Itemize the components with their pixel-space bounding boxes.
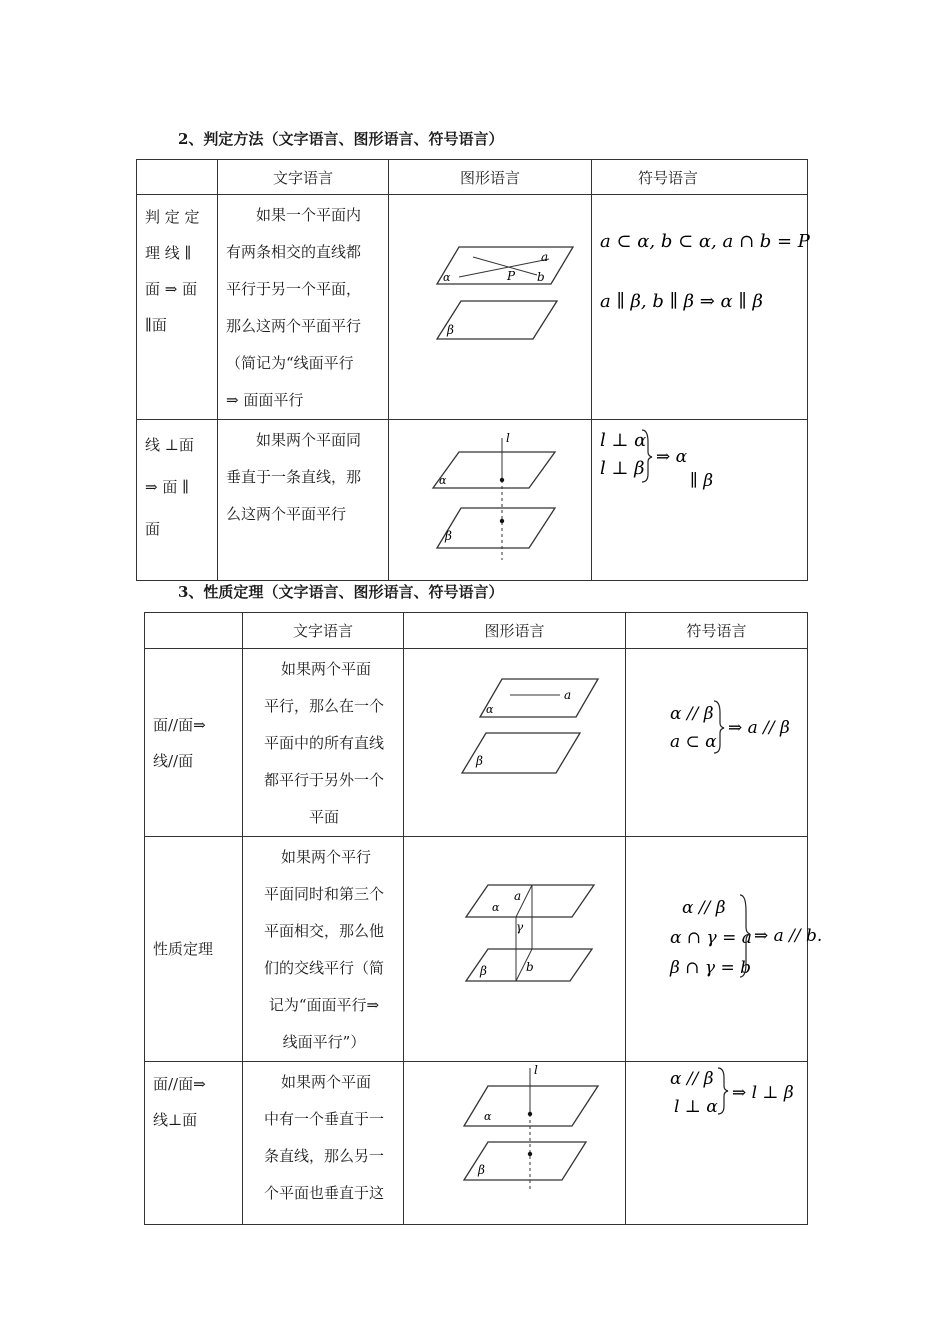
section2-heading: 2、判定方法（文字语言、图形语言、符号语言）: [178, 130, 504, 148]
label-b: b: [537, 270, 545, 284]
planes-diagram: [389, 420, 592, 580]
planes-diagram: [404, 1062, 626, 1224]
svg-text:⇒ α: ⇒ α: [656, 447, 688, 467]
label-alpha: α: [492, 901, 500, 914]
label-b: b: [526, 960, 534, 974]
header-text-language: 文字语言: [243, 613, 404, 649]
symbol-cell: [592, 420, 808, 581]
row-label-plane-perpendicular: 面//面⇒ 线⊥面: [145, 1062, 243, 1225]
svg-text:⇒ a // β: ⇒ a // β: [728, 718, 790, 738]
label-alpha: α: [443, 271, 451, 284]
label-l: l: [506, 431, 510, 445]
symbol-formula: [626, 649, 808, 833]
svg-text:α // β: α // β: [670, 704, 714, 724]
label-beta: β: [476, 754, 483, 768]
header-symbol-language: 符号语言: [592, 160, 808, 195]
label-gamma: γ: [516, 920, 524, 934]
svg-text:β ∩ γ = b: β ∩ γ = b: [670, 958, 751, 978]
label-alpha: α: [484, 1110, 492, 1123]
svg-text:a ⊂ α, b ⊂ α, a ∩ b = P: a ⊂ α, b ⊂ α, a ∩ b = P: [600, 231, 810, 252]
row-description: 如果两个平面同 垂直于一条直线，那 么这两个平面平行: [218, 420, 389, 581]
row-label-plane-to-line: 面//面⇒ 线//面: [145, 649, 243, 837]
label-beta: β: [445, 529, 452, 543]
row-description: 如果两个平面 中有一个垂直于一 条直线，那么另一 个平面也垂直于这: [243, 1062, 404, 1225]
label-a: a: [541, 250, 549, 264]
planes-diagram: [404, 649, 626, 833]
border-gap: [404, 1052, 457, 1055]
symbol-formula: [626, 837, 823, 1059]
row-description: 如果两个平面 平行，那么在一个 平面中的所有直线 都平行于另外一个 平面: [243, 649, 404, 837]
planes-diagram: [389, 195, 592, 417]
symbol-cell: [626, 837, 823, 1062]
label-P: P: [507, 269, 516, 283]
label-beta: β: [480, 964, 487, 978]
symbol-formula: [592, 420, 808, 580]
symbol-formula: [626, 1062, 808, 1224]
svg-text:a ∥ β, b ∥ β ⇒ α ∥ β: a ∥ β, b ∥ β ⇒ α ∥ β: [600, 291, 763, 312]
header-blank: [137, 160, 218, 195]
svg-text:⇒ a // b.: ⇒ a // b.: [754, 926, 823, 946]
planes-diagram: [404, 837, 626, 1059]
header-figure-language: 图形语言: [404, 613, 626, 649]
label-alpha: α: [439, 474, 447, 487]
border-gap: [602, 1052, 624, 1055]
symbol-cell: [626, 649, 808, 837]
svg-text:l ⊥ α: l ⊥ α: [600, 430, 647, 451]
figure-perpendicular-planes: [404, 1062, 626, 1225]
row-description: 如果一个平面内 有两条相交的直线都 平行于另一个平面， 那么这两个平面平行 （简记为“线面平行 ⇒ 面面平行: [218, 195, 389, 420]
symbol-formula: [592, 195, 808, 417]
header-blank: [145, 613, 243, 649]
row-label-line-plane-parallel: 判 定 定 理 线 ∥ 面 ⇒ 面 ∥面: [137, 195, 218, 420]
label-a: a: [514, 889, 522, 903]
section3-heading: 3、性质定理（文字语言、图形语言、符号语言）: [178, 583, 504, 601]
header-figure-language: 图形语言: [389, 160, 592, 195]
symbol-cell: [626, 1062, 808, 1225]
svg-text:∥ β: ∥ β: [690, 471, 714, 491]
symbol-cell: [592, 195, 808, 420]
section3-table: [144, 612, 823, 1225]
svg-text:α // β: α // β: [682, 898, 726, 918]
row-label-perpendicular: 线 ⊥面 ⇒ 面 ∥ 面: [137, 420, 218, 581]
header-text-language: 文字语言: [218, 160, 389, 195]
figure-perpendicular-line-planes: [389, 420, 592, 581]
label-beta: β: [478, 1163, 485, 1177]
section2-table: [136, 159, 808, 581]
svg-text:l ⊥ α: l ⊥ α: [674, 1097, 718, 1117]
svg-text:a ⊂ α: a ⊂ α: [670, 732, 717, 752]
row-label-property-theorem: 性质定理: [145, 837, 243, 1062]
figure-third-plane-intersection: [404, 837, 626, 1062]
header-symbol-language: 符号语言: [626, 613, 808, 649]
label-beta: β: [447, 323, 454, 337]
figure-parallel-planes-line: [404, 649, 626, 837]
row-description: 如果两个平行 平面同时和第三个 平面相交，那么他 们的交线平行（简 记为“面面平行⇒ 线面平行”）: [243, 837, 404, 1062]
svg-text:⇒ l ⊥ β: ⇒ l ⊥ β: [732, 1083, 794, 1103]
svg-text:α ∩ γ = a: α ∩ γ = a: [670, 928, 752, 948]
svg-text:α // β: α // β: [670, 1069, 714, 1089]
label-l: l: [534, 1063, 538, 1077]
label-a: a: [564, 688, 572, 702]
label-alpha: α: [486, 703, 494, 716]
svg-text:l ⊥ β: l ⊥ β: [600, 458, 645, 479]
figure-intersecting-lines-planes: [389, 195, 592, 420]
